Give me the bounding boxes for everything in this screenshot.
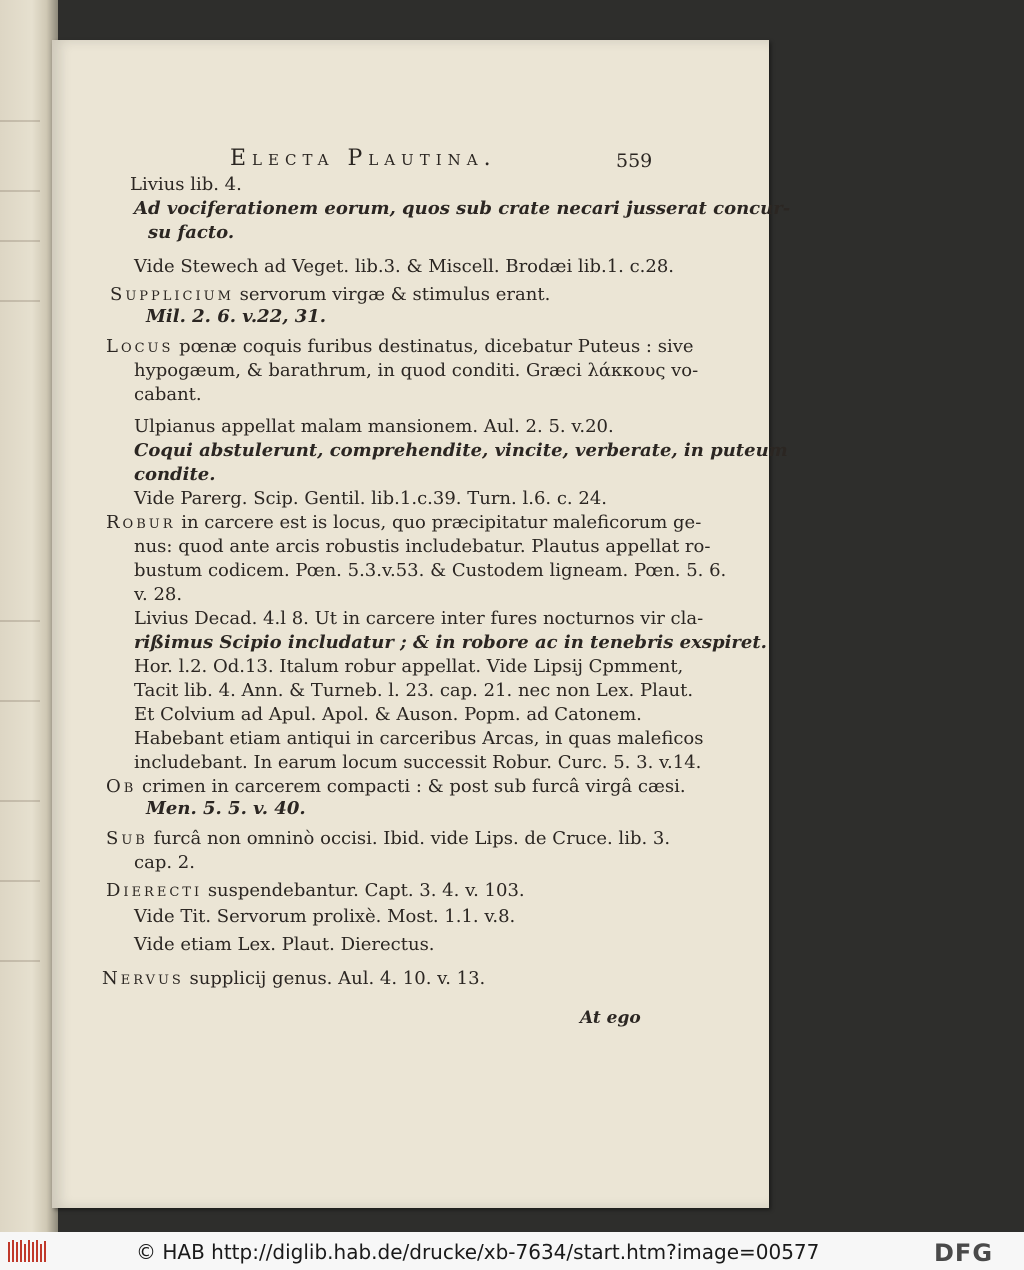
running-head: Electa Plautina. — [230, 146, 497, 171]
text-line: bustum codicem. Pœn. 5.3.v.53. & Custodem ligneam. Pœn. 5. 6. — [134, 560, 727, 581]
text-line: includebant. In earum locum successit Robur. Curc. 5. 3. v.14. — [134, 752, 702, 773]
text-line: su facto. — [148, 222, 235, 243]
text-line — [106, 778, 686, 796]
line-rest: furcâ non omninò occisi. Ibid. vide Lips. de Cruce. lib. 3. — [147, 828, 671, 849]
line-rest: supplicij genus. Aul. 4. 10. v. 13. — [183, 968, 486, 989]
line-rest: crimen in carcerem compacti : & post sub furcâ virgâ cæsi. — [136, 776, 686, 797]
text-line — [106, 514, 701, 532]
text-line: Hor. l.2. Od.13. Italum robur appellat. Vide Lipsij Cpmment, — [134, 656, 684, 677]
text-line: Men. 5. 5. v. 40. — [146, 798, 306, 819]
text-line — [102, 970, 485, 988]
hab-logo-icon — [6, 1238, 48, 1264]
text-line: Vide Stewech ad Veget. lib.3. & Miscell. Brodæi lib.1. c.28. — [134, 256, 675, 277]
line-rest: in carcere est is locus, quo præcipitatur maleficorum ge- — [175, 512, 702, 533]
text-line: hypogæum, & barathrum, in quod conditi. Græci λάκκους vo- — [134, 360, 699, 381]
page-number: 559 — [616, 150, 653, 172]
text-line: Habebant etiam antiqui in carceribus Arcas, in quas maleficos — [134, 728, 704, 749]
lead-word: Supplicium — [110, 284, 234, 305]
source-url-text: © HAB http://diglib.hab.de/drucke/xb-7634/start.htm?image=00577 — [136, 1240, 820, 1264]
text-line: Vide Parerg. Scip. Gentil. lib.1.c.39. Turn. l.6. c. 24. — [134, 488, 607, 509]
text-line: Livius Decad. 4.l 8. Ut in carcere inter fures nocturnos vir cla- — [134, 608, 704, 629]
lead-word: Ob — [106, 776, 137, 797]
text-line: Coqui abstulerunt, comprehendite, vincite, verberate, in puteum — [134, 440, 788, 461]
text-line: cap. 2. — [134, 852, 195, 873]
dfg-logo: DFG — [934, 1239, 994, 1267]
line-rest: servorum virgæ & stimulus erant. — [233, 284, 551, 305]
text-line: Vide etiam Lex. Plaut. Dierectus. — [134, 934, 435, 955]
lead-word: Robur — [106, 512, 176, 533]
text-line — [106, 338, 694, 356]
text-line: v. 28. — [134, 584, 183, 605]
lead-word: Nervus — [102, 968, 184, 989]
text-line: Et Colvium ad Apul. Apol. & Auson. Popm. ad Catonem. — [134, 704, 642, 725]
text-line: Ad vociferationem eorum, quos sub crate necari jusserat concur- — [134, 198, 791, 219]
line-rest: pœnæ coquis furibus destinatus, dicebatur Puteus : sive — [173, 336, 694, 357]
lead-word: Sub — [106, 828, 148, 849]
lead-word: Dierecti — [106, 880, 203, 901]
text-line: cabant. — [134, 384, 202, 405]
text-line: nus: quod ante arcis robustis includebatur. Plautus appellat ro- — [134, 536, 711, 557]
footer-bar — [0, 1232, 1024, 1270]
text-line — [106, 830, 670, 848]
text-line: condite. — [134, 464, 216, 485]
text-line — [110, 286, 550, 304]
text-line: Tacit lib. 4. Ann. & Turneb. l. 23. cap. 21. nec non Lex. Plaut. — [134, 680, 694, 701]
text-line — [106, 882, 525, 900]
catchword: At ego — [580, 1008, 641, 1028]
lead-word: Locus — [106, 336, 174, 357]
previous-page-edge — [0, 0, 58, 1232]
line-rest: suspendebantur. Capt. 3. 4. v. 103. — [202, 880, 525, 901]
text-line: Mil. 2. 6. v.22, 31. — [146, 306, 327, 327]
text-line: Livius lib. 4. — [130, 174, 242, 195]
text-line: Vide Tit. Servorum prolixè. Most. 1.1. v.8. — [134, 906, 516, 927]
text-line: Ulpianus appellat malam mansionem. Aul. 2. 5. v.20. — [134, 416, 614, 437]
text-line: rißimus Scipio includatur ; & in robore ac in tenebris exspiret. — [134, 632, 767, 653]
